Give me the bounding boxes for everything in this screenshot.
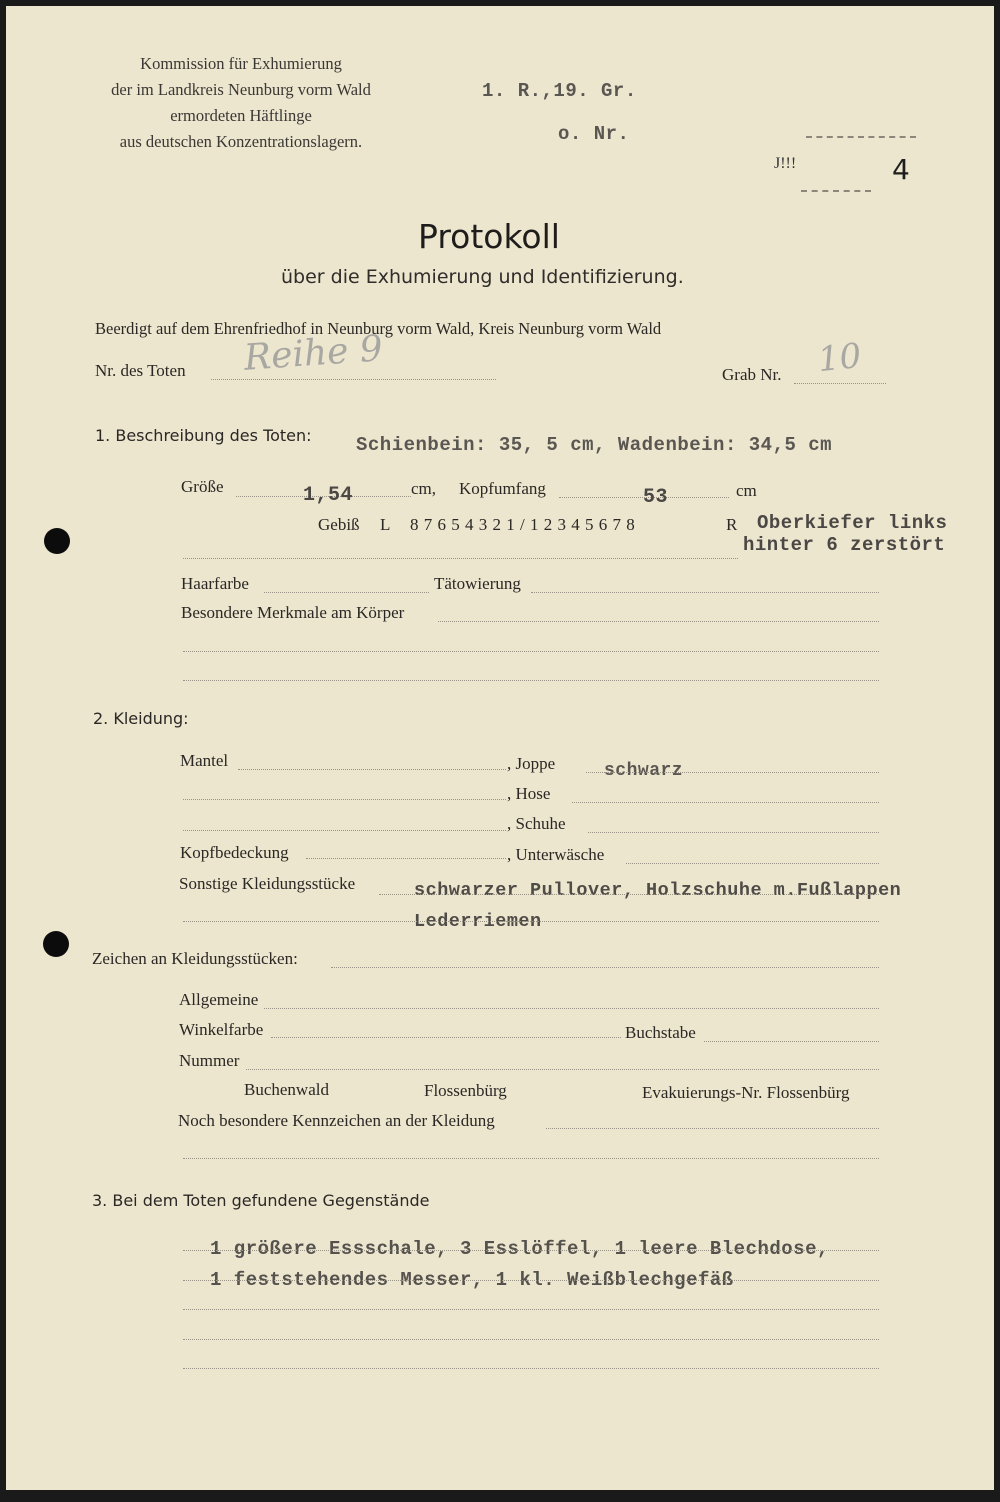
flossenbuerg-label: Flossenbürg (424, 1081, 507, 1100)
dead-number-handwritten: Reihe 9 (242, 328, 384, 379)
commission-line: ermordeten Häftlinge (170, 106, 312, 125)
teeth-extra-line (183, 558, 738, 559)
section-1-heading: 1. Beschreibung des Toten: (95, 426, 312, 445)
burial-location-text: Beerdigt auf dem Ehrenfriedhof in Neunburg vorm Wald, Kreis Neunburg vorm Wald (95, 319, 662, 338)
coat-line (238, 769, 506, 770)
jacket-value: schwarz (604, 761, 684, 781)
shoes-line (588, 832, 879, 833)
grave-number-label: Grab Nr. (722, 365, 782, 384)
jacket-line (586, 772, 879, 773)
found-items-line-e (183, 1368, 879, 1369)
dead-number-line (211, 379, 496, 380)
found-items-line-2: 1 feststehendes Messer, 1 kl. Weißblechgefäß (210, 1269, 734, 1291)
registry-stamp: J!!! (774, 155, 797, 172)
page-number: 4 (892, 153, 910, 186)
punch-hole-bottom (43, 931, 69, 957)
commission-line: Kommission für Exhumierung (140, 54, 342, 73)
other-marks-line (546, 1128, 879, 1129)
height-value: 1,54 (303, 484, 354, 507)
grave-number-line (794, 383, 886, 384)
other-clothing-value-2: Lederriemen (414, 911, 542, 932)
clothing-marks-line (331, 967, 879, 968)
height-label: Größe (181, 477, 224, 496)
coat-line-2 (183, 799, 506, 800)
section-3-heading: 3. Bei dem Toten gefundene Gegenstände (92, 1191, 430, 1210)
height-unit: cm, (411, 479, 437, 498)
dead-number-label: Nr. des Toten (95, 361, 186, 380)
protocol-document (6, 6, 994, 1490)
head-circumference-value: 53 (643, 486, 669, 509)
teeth-label: Gebiß (318, 515, 360, 534)
body-marks-line-3 (183, 680, 879, 681)
body-marks-line-2 (183, 651, 879, 652)
trousers-label: , Hose (507, 784, 551, 803)
buchenwald-label: Buchenwald (244, 1080, 329, 1099)
tattoo-label: Tätowierung (434, 574, 521, 593)
hair-color-line (264, 592, 429, 593)
angle-color-line (271, 1037, 621, 1038)
clothing-marks-heading: Zeichen an Kleidungsstücken: (92, 949, 298, 968)
commission-line: der im Landkreis Neunburg vorm Wald (111, 80, 371, 99)
headgear-label: Kopfbedeckung (180, 843, 289, 862)
other-clothing-line (379, 894, 879, 895)
found-items-line-c (183, 1309, 879, 1310)
stamp-dash-top (806, 136, 916, 138)
jacket-label: , Joppe (507, 754, 556, 773)
general-line (264, 1008, 879, 1009)
commission-line: aus deutschen Konzentrationslagern. (119, 132, 363, 151)
stamp-dash-bottom (801, 190, 871, 192)
teeth-right-marker: R (726, 515, 738, 534)
punch-hole-top (44, 528, 70, 554)
shoes-label: , Schuhe (507, 814, 566, 833)
reference-line-2: o. Nr. (558, 123, 630, 145)
evacuation-number-label: Evakuierungs-Nr. Flossenbürg (642, 1083, 850, 1102)
teeth-note-line-1: Oberkiefer links (757, 512, 948, 534)
coat-line-3 (183, 830, 506, 831)
document-title: Protokoll (418, 217, 560, 256)
letter-label: Buchstabe (625, 1023, 696, 1042)
bone-measurements: Schienbein: 35, 5 cm, Wadenbein: 34,5 cm (356, 434, 833, 456)
other-clothing-line-2 (183, 921, 879, 922)
letter-line (704, 1041, 879, 1042)
other-clothing-value-1: schwarzer Pullover, Holzschuhe m.Fußlappen (414, 880, 902, 901)
headgear-line (306, 858, 506, 859)
teeth-note-line-2: hinter 6 zerstört (743, 534, 946, 556)
underwear-label: , Unterwäsche (507, 845, 605, 864)
head-circumference-unit: cm (736, 481, 757, 500)
underwear-line (626, 863, 879, 864)
found-items-line-a (183, 1250, 879, 1251)
general-label: Allgemeine (179, 990, 259, 1009)
other-clothing-label: Sonstige Kleidungsstücke (179, 874, 356, 893)
document-subtitle: über die Exhumierung und Identifizierung. (281, 266, 684, 288)
found-items-line-d (183, 1339, 879, 1340)
hair-color-label: Haarfarbe (181, 574, 249, 593)
trousers-line (572, 802, 879, 803)
head-circumference-label: Kopfumfang (459, 479, 546, 498)
body-marks-label: Besondere Merkmale am Körper (181, 603, 405, 622)
grave-number-handwritten: 10 (816, 335, 864, 381)
found-items-line-b (183, 1280, 879, 1281)
other-marks-label: Noch besondere Kennzeichen an der Kleidung (178, 1111, 495, 1130)
number-label: Nummer (179, 1051, 240, 1070)
number-line (246, 1069, 879, 1070)
coat-label: Mantel (180, 751, 229, 770)
angle-color-label: Winkelfarbe (179, 1020, 264, 1039)
other-marks-line-2 (183, 1158, 879, 1159)
teeth-chart: 8 7 6 5 4 3 2 1 / 1 2 3 4 5 6 7 8 (410, 515, 636, 534)
tattoo-line (531, 592, 879, 593)
commission-header (66, 51, 416, 155)
found-items-line-1: 1 größere Essschale, 3 Esslöffel, 1 leere Blechdose, (210, 1238, 829, 1260)
section-2-heading: 2. Kleidung: (93, 709, 189, 728)
reference-line-1: 1. R.,19. Gr. (482, 80, 637, 102)
teeth-left-marker: L (380, 515, 391, 534)
body-marks-line (438, 621, 879, 622)
